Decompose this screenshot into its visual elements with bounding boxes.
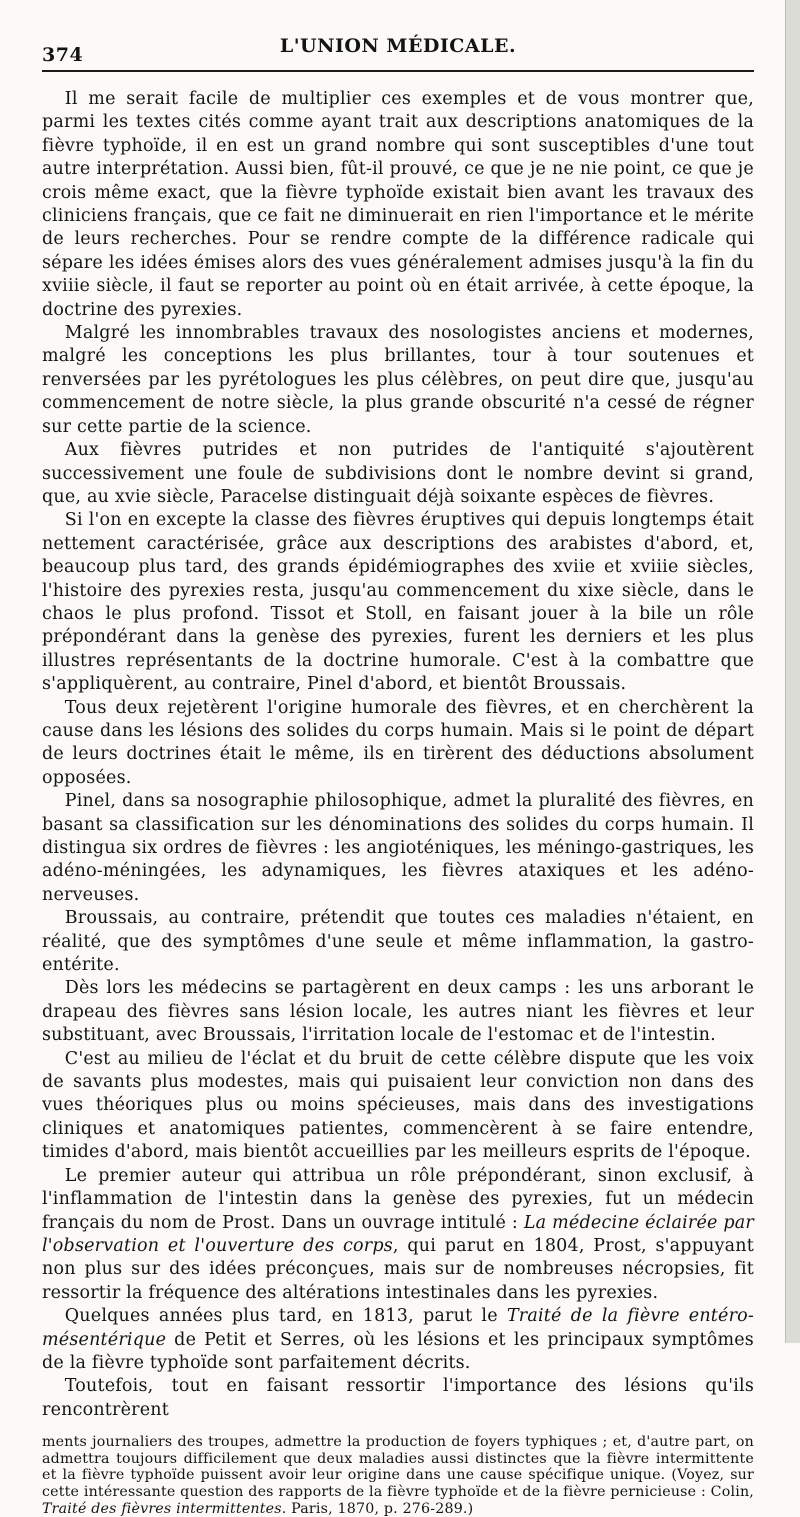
text-run: Quelques années plus tard, en 1813, parut le	[64, 1306, 507, 1327]
paragraph: Broussais, au contraire, prétendit que toutes ces maladies n'étaient, en réalité, que des symptômes d'une seule et même inflammation, la gastro-entérite.	[42, 908, 754, 976]
text-run: . Paris, 1870, p. 276-289.)	[281, 1500, 474, 1517]
text-run: ments journaliers des troupes, admettre la production de foyers typhiques ; et, d'autre part, on admettra toujours difficilement que deux maladies aussi distinctes que la fièvre intermittente et la fièvre typhoïde puissent avoir leur origine dans une cause spécifique unique. (Voyez, sur cette intéressante question des rapports de la fièvre typhoïde et de la fièvre pernicieuse : Colin,	[42, 1434, 754, 1500]
paragraph: Pinel, dans sa nosographie philosophique, admet la pluralité des fièvres, en basant sa classification sur les dénominations des solides du corps humain. Il distingua six ordres de fièvres : les angioténiques, les méningo-gastriques, les adéno-méningées, les adynamiques, les fièvres ataxiques et les adéno-nerveuses.	[42, 791, 754, 905]
footnote	[42, 1434, 754, 1517]
paragraph: Il me serait facile de multiplier ces exemples et de vous montrer que, parmi les textes cités comme ayant trait aux descriptions anatomiques de la fièvre typhoïde, il en est un grand nombre qui sont susceptibles d'une tout autre interprétation. Aussi bien, fût-il prouvé, ce que je ne nie point, ce que je crois même exact, que la fièvre typhoïde existait bien avant les travaux des cliniciens français, que ce fait ne diminuerait en rien l'importance et le mérite de leurs recherches. Pour se rendre compte de la différence radicale qui sépare les idées émises alors des vues généralement admises jusqu'à la fin du xviiie siècle, il faut se reporter au point où en était arrivée, à cette époque, la doctrine des pyrexies.	[42, 89, 754, 320]
footnote-spacer	[42, 1422, 754, 1434]
paragraph: Tous deux rejetèrent l'origine humorale des fièvres, et en cherchèrent la cause dans les lésions des solides du corps humain. Mais si le point de départ de leurs doctrines était le même, ils en tirèrent des déductions absolument opposées.	[42, 697, 754, 788]
paragraph: Si l'on en excepte la classe des fièvres éruptives qui depuis longtemps était nettement caractérisée, grâce aux descriptions des arabistes d'abord, et, beaucoup plus tard, des grands épidémiographes des xviie et xviiie siècles, l'histoire des pyrexies resta, jusqu'au commencement du xixe siècle, dans le chaos le plus profond. Tissot et Stoll, en faisant jouer à la bile un rôle prépondérant dans la genèse des pyrexies, furent les derniers et les plus illustres représentants de la doctrine humorale. C'est à la combattre que s'appliquèrent, au contraire, Pinel d'abord, et bientôt Broussais.	[42, 510, 754, 695]
paragraph: Dès lors les médecins se partagèrent en deux camps : les uns arborant le drapeau des fièvres sans lésion locale, les autres niant les fièvres et leur substituant, avec Broussais, l'irritation locale de l'estomac et de l'intestin.	[42, 978, 754, 1046]
book-title: Traité des fièvres intermittentes	[42, 1500, 282, 1517]
footnote-text	[42, 1434, 754, 1517]
page-edge	[785, 0, 800, 1343]
paragraph-petit-serres	[42, 1305, 754, 1375]
header-rule	[42, 70, 754, 72]
paragraph: C'est au milieu de l'éclat et du bruit de cette célèbre dispute que les voix de savants plus modestes, mais qui puisaient leur conviction non dans des vues théoriques plus ou moins spécieuses, mais dans des investigations cliniques et anatomiques patientes, commencèrent à se faire entendre, timides d'abord, mais bientôt accueillies par les meilleurs esprits de l'époque.	[42, 1048, 754, 1163]
book-title: La médecine éclairée par l'observation et l'ouverture des corps	[42, 1212, 754, 1256]
article-body	[42, 66, 754, 1422]
page-number: 374	[42, 44, 84, 66]
paragraph-prost	[42, 1165, 754, 1305]
running-title: L'UNION MÉDICALE.	[279, 35, 517, 57]
paragraph: Toutefois, tout en faisant ressortir l'importance des lésions qu'ils rencontrèrent	[42, 1376, 754, 1420]
book-title: Traité de la fièvre entéro-mésentérique	[42, 1306, 754, 1350]
text-run: de Petit et Serres, où les lésions et les principaux symptômes de la fièvre typhoïde sont parfaitement décrits.	[42, 1329, 754, 1373]
paragraph: Aux fièvres putrides et non putrides de l'antiquité s'ajoutèrent successivement une foule de subdivisions dont le nombre devint si grand, que, au xvie siècle, Paracelse distinguait déjà soixante espèces de fièvres.	[42, 440, 754, 507]
text-run: , qui parut en 1804, Prost, s'appuyant non plus sur des idées préconçues, mais sur de nombreuses nécropsies, fit ressortir la fréquence des altérations intestinales dans les pyrexies.	[42, 1235, 754, 1303]
text-run: Le premier auteur qui attribua un rôle prépondérant, sinon exclusif, à l'inflammation de l'intestin dans la genèse des pyrexies, fut un médecin français du nom de Prost. Dans un ouvrage intitulé :	[42, 1165, 754, 1233]
paragraph: Malgré les innombrables travaux des nosologistes anciens et modernes, malgré les conceptions les plus brillantes, tour à tour soutenues et renversées par les pyrétologues les plus célèbres, on peut dire que, jusqu'au commencement de notre siècle, la plus grande obscurité n'a cessé de régner sur cette partie de la science.	[42, 323, 754, 437]
page-header	[42, 0, 754, 66]
